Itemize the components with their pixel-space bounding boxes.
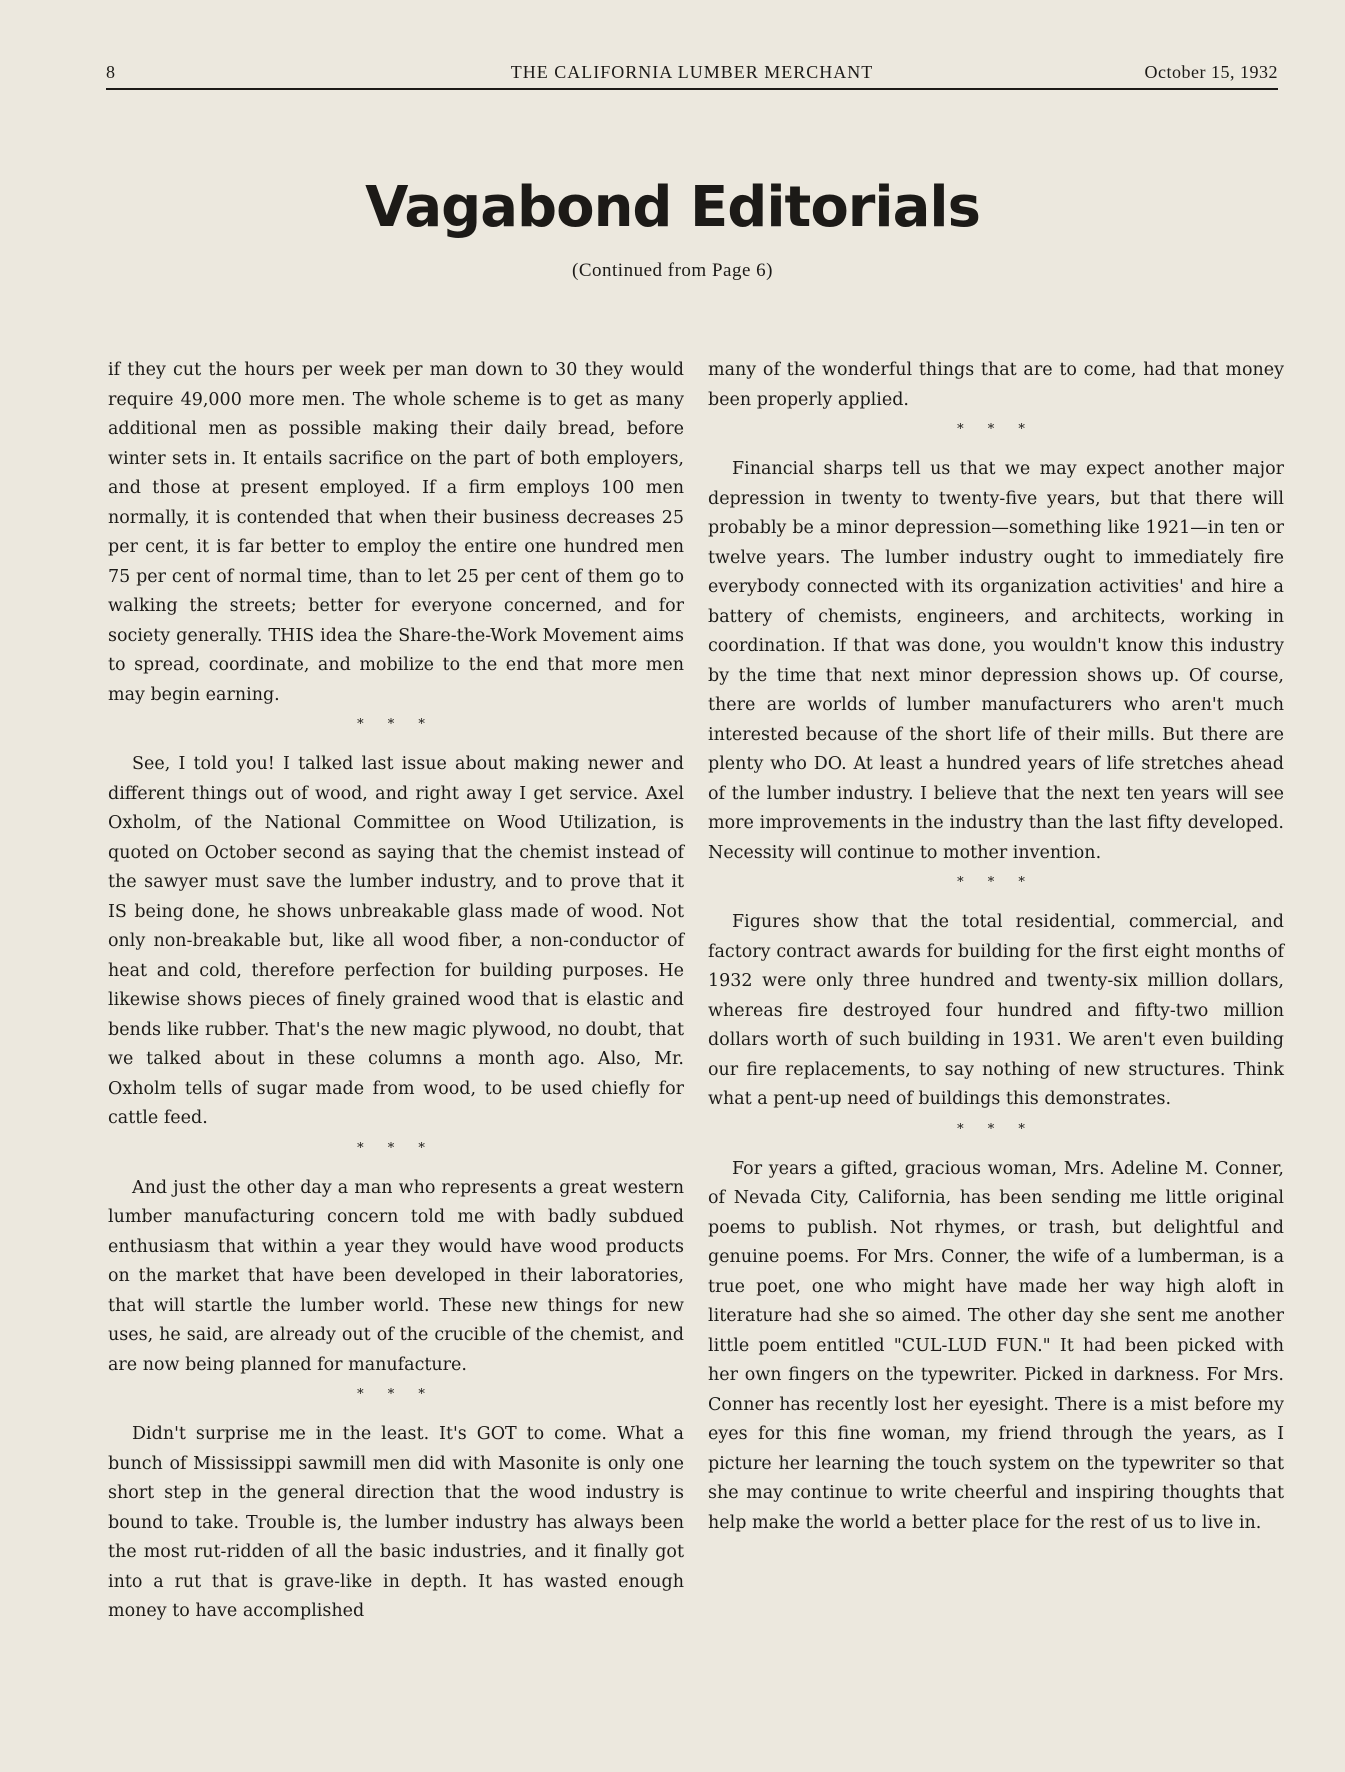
paragraph: And just the other day a man who represents a great western lumber manufacturing concern told me with badly subdued enthusiasm that within a year they would have wood products on the market that have been developed in their laboratories, that will startle the lumber world. These new things for new uses, he said, are already out of the crucible of the chemist, and are now being planned for manufacture. <box>108 1177 684 1375</box>
paragraph: many of the wonderful things that are to come, had that money been properly applied. <box>708 360 1284 410</box>
paragraph: Figures show that the total residential, commercial, and factory contract awards for building for the first eight months of 1932 were only three hundred and twenty-six million dollars, whereas fire destroyed four hundred and fifty-two million dollars worth of such building in 1931. We aren't even building our fire replacements, to say nothing of new structures. Think what a pent-up need of buildings this demonstrates. <box>708 912 1284 1109</box>
paragraph: Financial sharps tell us that we may expect another major depression in twenty to twenty-five years, but that there will probably be a minor depression—something like 1921—in ten or twelve years. The lumber industry ought to immediately fire everybody connected with its organization activities' and hire a battery of chemists, engineers, and architects, working in coordination. If that was done, you wouldn't know this industry by the time that next minor depression shows up. Of course, there are worlds of lumber manufacturers who aren't much interested because of the short life of their mills. But there are plenty who DO. At least a hundred years of life stretches ahead of the lumber industry. I believe that the next ten years will see more improvements in the industry than the last fifty developed. Necessity will continue to mother invention. <box>708 459 1284 863</box>
section-separator: * * * <box>357 1140 435 1156</box>
running-header <box>106 56 1278 90</box>
page-number: 8 <box>106 62 116 82</box>
section-separator: * * * <box>957 1121 1035 1137</box>
continued-note: (Continued from Page 6) <box>572 260 773 281</box>
section-separator: * * * <box>357 717 435 732</box>
paragraph: if they cut the hours per week per man down to 30 they would require 49,000 more men. The whole scheme is to get as many additional men as possible making their daily bread, before winter sets in. It entails sacrifice on the part of both employers, and those at present employed. If a firm employs 100 men normally, it is contended that when their business decreases 25 per cent, it is far better to employ the entire one hundred men 75 per cent of normal time, than to let 25 per cent of them go to walking the streets; better for everyone concerned, and for society generally. THIS idea the Share-the-Work Movement aims to spread, coordinate, and mobilize to the end that more men may begin earning. <box>108 360 684 705</box>
paragraph: Didn't surprise me in the least. It's GOT to come. What a bunch of Mississippi sawmill men did with Masonite is only one short step in the general direction that the wood industry is bound to take. Trouble is, the lumber industry has always been the most rut-ridden of all the basic industries, and it finally got into a rut that is grave-like in depth. It has wasted enough money to have accomplished <box>108 1424 684 1621</box>
publication-name: THE CALIFORNIA LUMBER MERCHANT <box>510 62 874 82</box>
left-column <box>108 356 684 1627</box>
right-column <box>708 356 1284 1538</box>
section-separator: * * * <box>957 875 1035 890</box>
paragraph: For years a gifted, gracious woman, Mrs. Adeline M. Conner, of Nevada City, California, has been sending me little original poems to publish. Not rhymes, or trash, but delightful and genuine poems. For Mrs. Conner, the wife of a lumberman, is a true poet, one who might have made her way high aloft in literature had she so aimed. The other day she sent me another little poem entitled "CUL-LUD FUN." It had been picked with her own fingers on the typewriter. Picked in darkness. For Mrs. Conner has recently lost her eyesight. There is a mist before my eyes for this fine woman, my friend through the years, as I picture her learning the touch system on the typewriter so that she may continue to write cheerful and inspiring thoughts that help make the world a better place for the rest of us to live in. <box>708 1158 1284 1533</box>
paragraph: See, I told you! I talked last issue about making newer and different things out of wood, and right away I get service. Axel Oxholm, of the National Committee on Wood Utilization, is quoted on October second as saying that the chemist instead of the sawyer must save the lumber industry, and to prove that it IS being done, he shows unbreakable glass made of wood. Not only non-breakable but, like all wood fiber, a non-conductor of heat and cold, therefore perfection for building purposes. He likewise shows pieces of finely grained wood that is elastic and bends like rubber. That's the new magic plywood, no doubt, that we talked about in these columns a month ago. Also, Mr. Oxholm tells of sugar made from wood, to be used chiefly for cattle feed. <box>108 754 684 1128</box>
article-title: Vagabond Editorials <box>365 175 980 240</box>
section-separator: * * * <box>957 422 1035 437</box>
section-separator: * * * <box>357 1387 435 1402</box>
issue-date: October 15, 1932 <box>1144 62 1278 82</box>
